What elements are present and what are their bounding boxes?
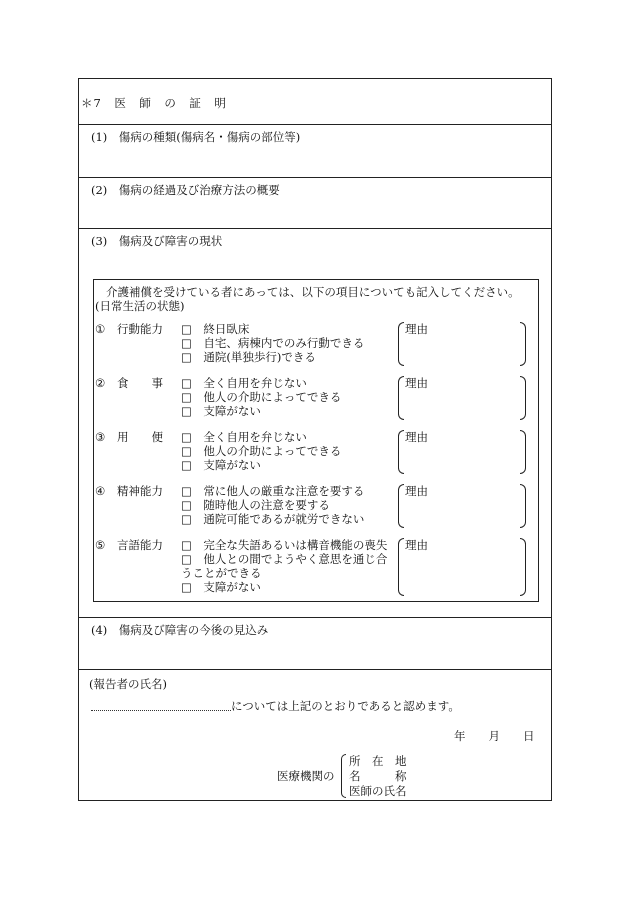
physician-name-field[interactable]: 医師の氏名 bbox=[349, 784, 407, 798]
section-1-label: (1) 傷病の種類(傷病名・傷病の部位等) bbox=[91, 130, 301, 144]
option-checkbox[interactable]: □ 終日臥床 bbox=[181, 322, 250, 336]
reason-label: 理由 bbox=[405, 322, 428, 336]
item-number: ① bbox=[95, 322, 106, 336]
address-field[interactable]: 所 在 地 bbox=[349, 754, 407, 768]
right-paren bbox=[520, 430, 526, 474]
option-checkbox[interactable]: □ 支障がない bbox=[181, 580, 261, 594]
reason-label: 理由 bbox=[405, 430, 428, 444]
item-number: ④ bbox=[95, 484, 106, 498]
reason-label: 理由 bbox=[405, 376, 428, 390]
option-checkbox[interactable]: □ 通院可能であるが就労できない bbox=[181, 512, 365, 526]
left-paren bbox=[398, 484, 404, 528]
name-field[interactable]: 名 称 bbox=[349, 769, 407, 783]
title-row bbox=[79, 79, 551, 125]
option-checkbox[interactable]: □ 全く自用を弁じない bbox=[181, 430, 307, 444]
option-checkbox[interactable]: □ 支障がない bbox=[181, 458, 261, 472]
left-paren bbox=[398, 538, 404, 596]
option-checkbox[interactable]: □ 常に他人の厳重な注意を要する bbox=[181, 484, 365, 498]
right-paren bbox=[520, 484, 526, 528]
left-paren bbox=[398, 376, 404, 420]
item-number: ⑤ bbox=[95, 538, 106, 552]
item-number: ③ bbox=[95, 430, 106, 444]
reason-label: 理由 bbox=[405, 484, 428, 498]
physician-certificate-form bbox=[78, 78, 552, 801]
institution-label: 医療機関の bbox=[277, 769, 335, 783]
item-label: 用 便 bbox=[117, 430, 163, 444]
option-checkbox[interactable]: □ 支障がない bbox=[181, 404, 261, 418]
institution-brace bbox=[341, 754, 346, 798]
reason-label: 理由 bbox=[405, 538, 428, 552]
section-4-prognosis[interactable] bbox=[79, 618, 551, 670]
right-paren bbox=[520, 376, 526, 420]
option-checkbox[interactable]: □ 他人の介助によってできる bbox=[181, 390, 342, 404]
section-3-label: (3) 傷病及び障害の現状 bbox=[91, 234, 223, 248]
item-number: ② bbox=[95, 376, 106, 390]
left-paren bbox=[398, 322, 404, 366]
form-title: ＊7 医 師 の 証 明 bbox=[81, 96, 227, 110]
item-label: 精神能力 bbox=[117, 484, 163, 498]
section-2-treatment-summary[interactable] bbox=[79, 178, 551, 229]
box-subtitle: (日常生活の状態) bbox=[95, 299, 185, 313]
item-label: 言語能力 bbox=[117, 538, 163, 552]
option-checkbox[interactable]: □ 自宅、病棟内でのみ行動できる bbox=[181, 336, 365, 350]
option-checkbox[interactable]: □ 完全な失語あるいは構音機能の喪失 bbox=[181, 538, 388, 552]
option-continuation: うことができる bbox=[181, 566, 262, 580]
option-checkbox[interactable]: □ 通院(単独歩行)できる bbox=[181, 350, 316, 364]
item-label: 食 事 bbox=[117, 376, 163, 390]
left-paren bbox=[398, 430, 404, 474]
right-paren bbox=[520, 322, 526, 366]
reporter-section bbox=[79, 670, 551, 802]
section-4-label: (4) 傷病及び障害の今後の見込み bbox=[91, 623, 269, 637]
right-paren bbox=[520, 538, 526, 596]
reporter-label: (報告者の氏名) bbox=[89, 677, 167, 691]
option-checkbox[interactable]: □ 他人の介助によってできる bbox=[181, 444, 342, 458]
date-field[interactable]: 年 月 日 bbox=[454, 729, 535, 743]
daily-life-status-box bbox=[93, 279, 539, 602]
option-checkbox[interactable]: □ 全く自用を弁じない bbox=[181, 376, 307, 390]
option-checkbox[interactable]: □ 他人との間でようやく意思を通じ合 bbox=[181, 552, 388, 566]
item-label: 行動能力 bbox=[117, 322, 163, 336]
section-2-label: (2) 傷病の経過及び治療方法の概要 bbox=[91, 183, 280, 197]
option-checkbox[interactable]: □ 随時他人の注意を要する bbox=[181, 498, 330, 512]
box-intro: 介護補償を受けている者にあっては、以下の項目についても記入してください。 bbox=[106, 285, 520, 299]
reporter-name-field[interactable] bbox=[91, 710, 231, 711]
section-1-disease-type[interactable] bbox=[79, 125, 551, 178]
certification-statement: については上記のとおりであると認めます。 bbox=[231, 699, 460, 713]
